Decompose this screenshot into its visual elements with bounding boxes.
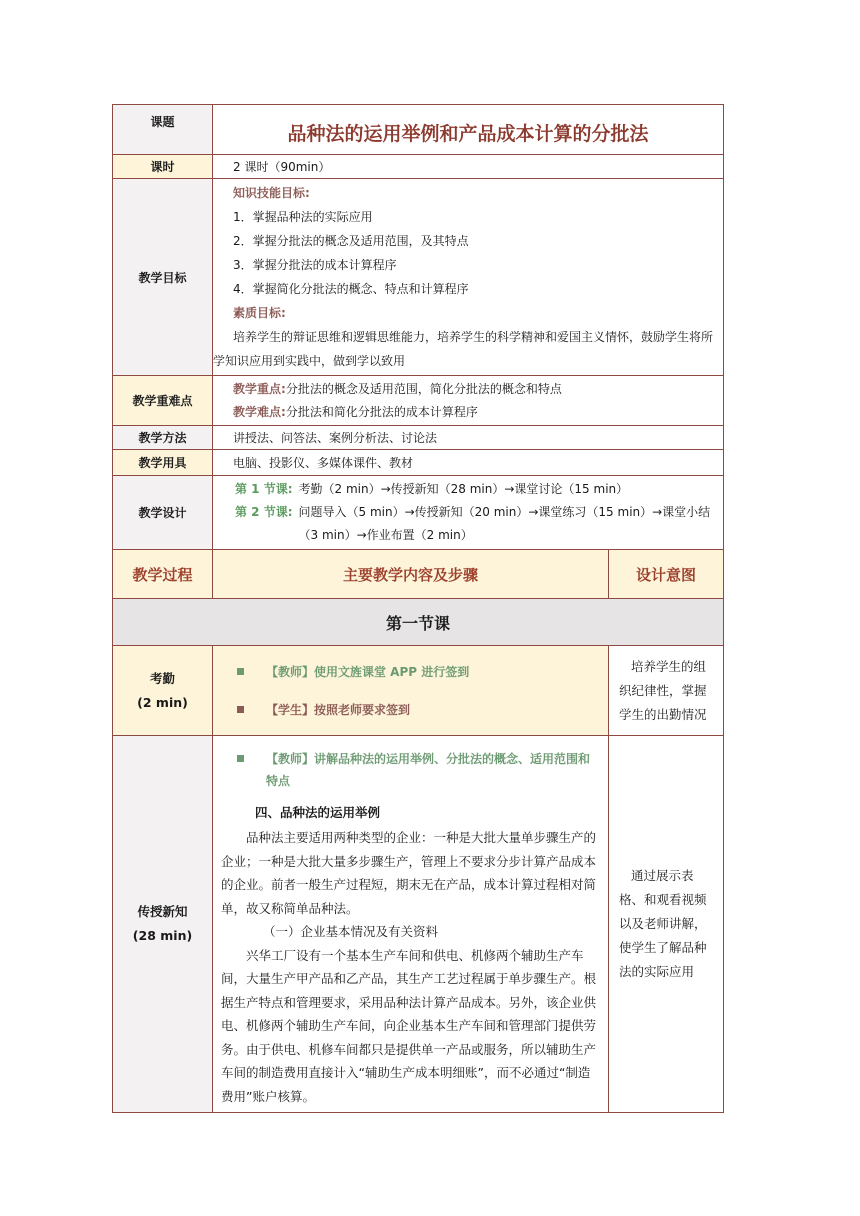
process-header-row — [113, 550, 724, 599]
knowledge-item-2: 2．掌握分批法的概念及适用范围，及其特点 — [233, 234, 469, 248]
tools-value: 电脑、投影仪、多媒体课件、教材 — [213, 450, 724, 476]
new-knowledge-intent: 通过展示表格、和观看视频以及老师讲解，使学生了解品种法的实际应用 — [609, 736, 724, 1113]
quality-heading: 素质目标: — [233, 306, 286, 320]
paragraph-1: 品种法主要适用两种类型的企业：一种是大批大量单步骤生产的企业；一种是大批大量多步骤生产，管理上不要求分步计算产品成本的企业。前者一般生产过程短，期末无在产品，成本计算过程相对简单，故又称简单品种法。 — [221, 830, 597, 916]
design-row — [113, 476, 724, 550]
new-knowledge-content — [213, 736, 609, 1113]
knowledge-heading: 知识技能目标: — [233, 186, 310, 200]
content-col-header: 主要教学内容及步骤 — [213, 550, 609, 599]
knowledge-item-4: 4．掌握简化分批法的概念、特点和计算程序 — [233, 282, 469, 296]
quality-text: 培养学生的辩证思维和逻辑思维能力，培养学生的科学精神和爱国主义情怀，鼓励学生将所学知识应用到实践中，做到学以致用 — [213, 330, 714, 368]
knowledge-item-3: 3．掌握分批法的成本计算程序 — [233, 258, 397, 272]
new-knowledge-time: (28 min) — [132, 928, 193, 943]
sub-heading: （一）企业基本情况及有关资料 — [263, 924, 439, 939]
design-content — [213, 476, 724, 550]
session2-label: 第 2 节课: — [235, 505, 293, 519]
difficult-label: 教学难点: — [233, 404, 286, 419]
design-label: 教学设计 — [113, 476, 213, 550]
topic-row — [113, 105, 724, 155]
process-col-header: 教学过程 — [113, 550, 213, 599]
attendance-student: 【学生】按照老师要求签到 — [266, 702, 411, 717]
attendance-time: (2 min) — [137, 694, 188, 710]
square-bullet-icon — [237, 706, 244, 713]
session2-text: 问题导入（5 min）→传授新知（20 min）→课堂练习（15 min）→课堂小结（3 min）→作业布置（2 min） — [298, 505, 711, 542]
tools-label: 教学用具 — [113, 450, 213, 476]
objectives-content — [213, 179, 724, 376]
session1-text: 考勤（2 min）→传授新知（28 min）→课堂讨论（15 min） — [298, 482, 629, 496]
difficult-text: 分批法和简化分批法的成本计算程序 — [285, 404, 478, 419]
lesson-plan-table — [112, 104, 723, 1113]
new-knowledge-label: 传授新知 — [137, 904, 188, 919]
key-points-row — [113, 376, 724, 426]
knowledge-item-1: 1．掌握品种法的实际应用 — [233, 210, 373, 224]
attendance-row — [113, 646, 724, 736]
hours-row — [113, 155, 724, 179]
session1-label: 第 1 节课: — [235, 482, 293, 496]
intent-col-header: 设计意图 — [609, 550, 724, 599]
objectives-row — [113, 179, 724, 376]
key-label: 教学重点: — [233, 381, 286, 396]
section-row — [113, 599, 724, 646]
page-title: 品种法的运用举例和产品成本计算的分批法 — [213, 105, 724, 155]
section-heading: 四、品种法的运用举例 — [255, 805, 381, 820]
new-knowledge-label-cell — [113, 736, 213, 1113]
hours-value: 2 课时（90min） — [213, 155, 724, 179]
attendance-label-cell — [113, 646, 213, 736]
key-points-content — [213, 376, 724, 426]
new-knowledge-teacher: 【教师】讲解品种法的运用举例、分批法的概念、适用范围和特点 — [266, 752, 591, 788]
square-bullet-icon — [237, 755, 244, 762]
methods-value: 讲授法、问答法、案例分析法、讨论法 — [213, 426, 724, 450]
attendance-label: 考勤 — [149, 670, 175, 686]
key-points-label: 教学重难点 — [113, 376, 213, 426]
attendance-intent: 培养学生的组织纪律性，掌握学生的出勤情况 — [609, 646, 724, 736]
attendance-content — [213, 646, 609, 736]
attendance-teacher: 【教师】使用文旌课堂 APP 进行签到 — [266, 664, 470, 679]
square-bullet-icon — [237, 668, 244, 675]
paragraph-2: 兴华工厂设有一个基本生产车间和供电、机修两个辅助生产车间，大量生产甲产品和乙产品，其生产工艺过程属于单步骤生产。根据生产特点和管理要求，采用品种法计算产品成本。另外，该企业供电、机修两个辅助生产车间，向企业基本生产车间和管理部门提供劳务。由于供电、机修车间都只是提供单一产品或服务，所以辅助生产车间的制造费用直接计入“辅助生产成本明细账”，而不必通过“制造费用”账户核算。 — [221, 947, 597, 1104]
section-title: 第一节课 — [113, 599, 724, 646]
objectives-label: 教学目标 — [113, 179, 213, 376]
methods-label: 教学方法 — [113, 426, 213, 450]
hours-label: 课时 — [113, 155, 213, 179]
tools-row — [113, 450, 724, 476]
methods-row — [113, 426, 724, 450]
topic-label: 课题 — [113, 105, 213, 155]
key-text: 分批法的概念及适用范围，简化分批法的概念和特点 — [285, 381, 562, 396]
new-knowledge-row — [113, 736, 724, 1113]
